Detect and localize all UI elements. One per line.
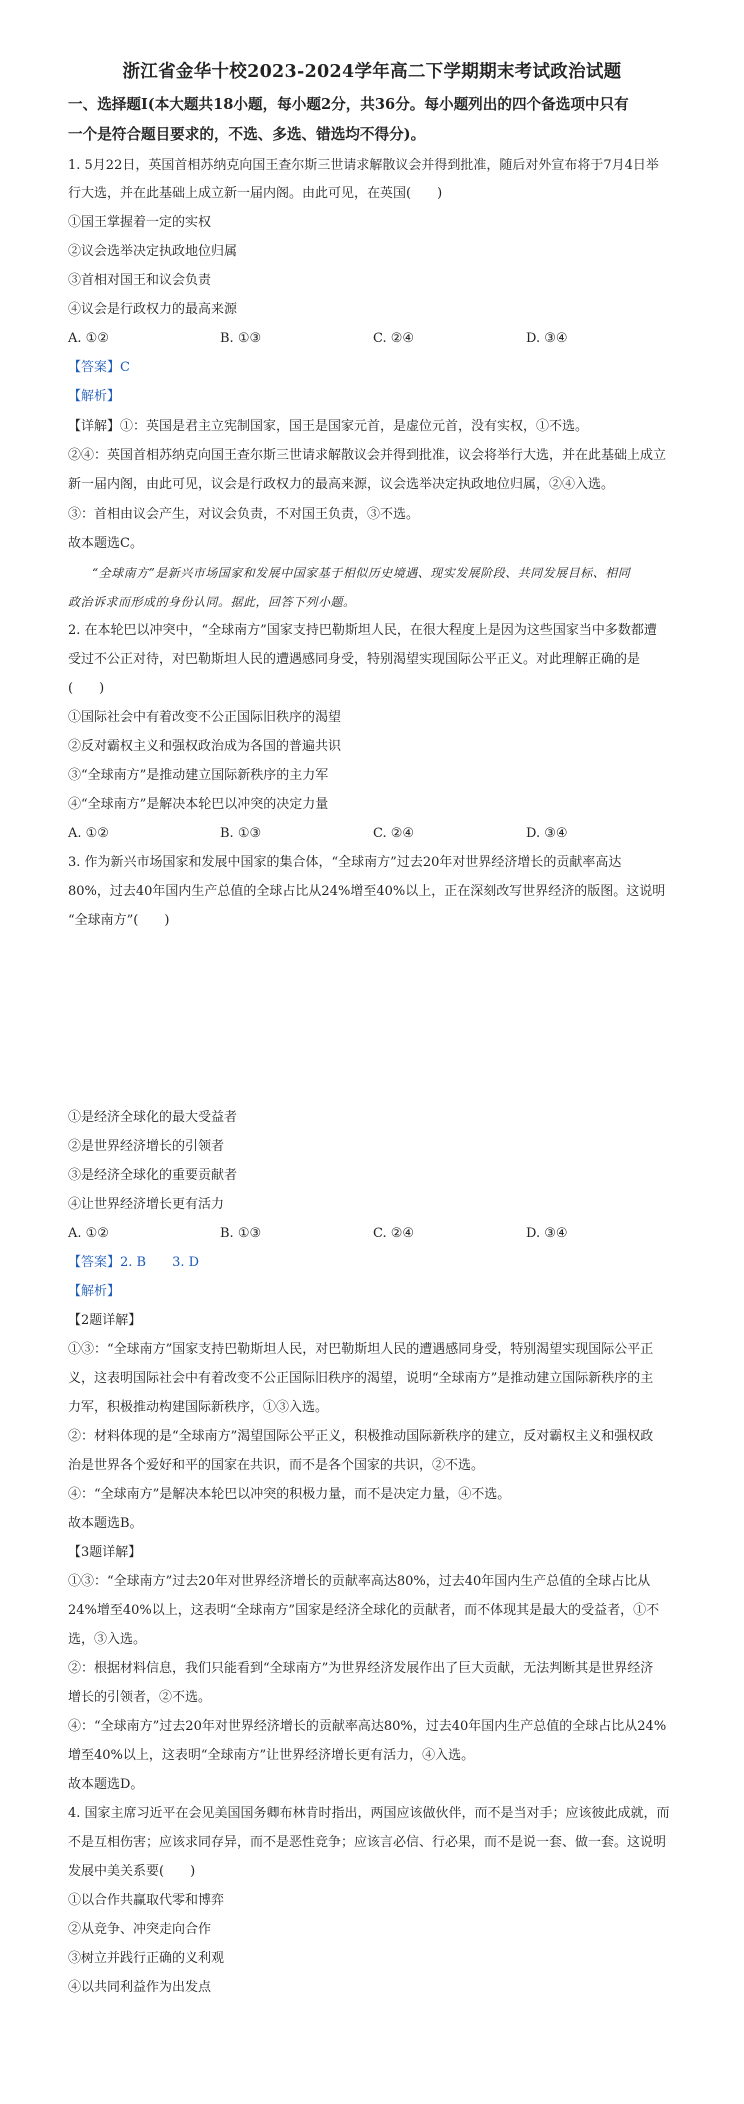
q2-stem-line3: ( ) bbox=[68, 681, 105, 696]
q1-detail-line1: 【详解】①：英国是君主立宪制国家，国王是国家元首，是虚位元首，没有实权，①不选。 bbox=[68, 419, 589, 434]
section-heading-line1: 一、选择题Ⅰ(本大题共18小题，每小题2分，共36分。每小题列出的四个备选项中只有 bbox=[68, 96, 629, 113]
q3-option-b: B. ①③ bbox=[220, 1226, 262, 1241]
q3-detail-heading: 【3题详解】 bbox=[68, 1545, 142, 1560]
q2-option-d: D. ③④ bbox=[526, 826, 568, 841]
blank-space bbox=[68, 935, 676, 1105]
q2-detail-line2: 义，这表明国际社会中有着改变不公正国际旧秩序的渴望，说明“全球南方”是推动建立国际新秩序的主 bbox=[68, 1371, 654, 1386]
q2-detail-line6: ④：“全球南方”是解决本轮巴以冲突的积极力量，而不是决定力量，④不选。 bbox=[68, 1487, 511, 1502]
q1-option-d: D. ③④ bbox=[526, 331, 568, 346]
q3-conclusion: 故本题选D。 bbox=[68, 1777, 144, 1792]
q1-statement-4: ④议会是行政权力的最高来源 bbox=[68, 302, 238, 317]
q2-detail-line1: ①③：“全球南方”国家支持巴勒斯坦人民，对巴勒斯坦人民的遭遇感同身受，特别渴望实现国际公平正 bbox=[68, 1342, 654, 1357]
q2-option-a: A. ①② bbox=[68, 826, 109, 841]
q3-detail-line5: 增长的引领者，②不选。 bbox=[68, 1690, 212, 1705]
q3-detail-line7: 增至40%以上，这表明“全球南方”让世界经济增长更有活力，④入选。 bbox=[68, 1748, 475, 1763]
q1-answer: 【答案】C bbox=[68, 360, 130, 375]
q1-option-c: C. ②④ bbox=[373, 331, 415, 346]
q2-conclusion: 故本题选B。 bbox=[68, 1516, 143, 1531]
q2-statement-1: ①国际社会中有着改变不公正国际旧秩序的渴望 bbox=[68, 710, 342, 725]
q3-stem-line3: “全球南方”( ) bbox=[68, 913, 170, 928]
q1-conclusion: 故本题选C。 bbox=[68, 536, 143, 551]
q2-statement-4: ④“全球南方”是解决本轮巴以冲突的决定力量 bbox=[68, 797, 329, 812]
q2-detail-heading: 【2题详解】 bbox=[68, 1313, 142, 1328]
q1-detail-line2: ②④：英国首相苏纳克向国王查尔斯三世请求解散议会并得到批准，议会将举行大选，并在此基础上成立 bbox=[68, 448, 667, 463]
q2-detail-line4: ②：材料体现的是“全球南方”渴望国际公平正义，积极推动国际新秩序的建立，反对霸权主义和强权政 bbox=[68, 1429, 654, 1444]
q1-analysis-label: 【解析】 bbox=[68, 389, 121, 404]
q3-statement-3: ③是经济全球化的重要贡献者 bbox=[68, 1168, 238, 1183]
q4-statement-2: ②从竞争、冲突走向合作 bbox=[68, 1922, 212, 1937]
q3-option-c: C. ②④ bbox=[373, 1226, 415, 1241]
q4-statement-1: ①以合作共赢取代零和博弈 bbox=[68, 1893, 225, 1908]
q23-analysis-label: 【解析】 bbox=[68, 1284, 121, 1299]
q2-detail-line5: 治是世界各个爱好和平的国家在共识，而不是各个国家的共识，②不选。 bbox=[68, 1458, 485, 1473]
q1-detail-line3: 新一届内阁，由此可见，议会是行政权力的最高来源，议会选举决定执政地位归属，②④入选。 bbox=[68, 477, 615, 492]
q1-statement-3: ③首相对国王和议会负责 bbox=[68, 273, 212, 288]
q4-stem-line3: 发展中美关系要( ) bbox=[68, 1864, 196, 1879]
q3-statement-4: ④让世界经济增长更有活力 bbox=[68, 1197, 225, 1212]
q1-stem-line1: 1. 5月22日，英国首相苏纳克向国王查尔斯三世请求解散议会并得到批准，随后对外宣布将于7月4日举 bbox=[68, 158, 659, 173]
q23-answer: 【答案】2. B 3. D bbox=[68, 1255, 200, 1270]
q1-option-a: A. ①② bbox=[68, 331, 109, 346]
q1-option-b: B. ①③ bbox=[220, 331, 262, 346]
q2-statement-2: ②反对霸权主义和强权政治成为各国的普遍共识 bbox=[68, 739, 342, 754]
q3-statement-2: ②是世界经济增长的引领者 bbox=[68, 1139, 225, 1154]
q1-detail-line4: ③：首相由议会产生，对议会负责，不对国王负责，③不选。 bbox=[68, 507, 420, 522]
q1-statement-1: ①国王掌握着一定的实权 bbox=[68, 215, 212, 230]
q3-detail-line4: ②：根据材料信息，我们只能看到“全球南方”为世界经济发展作出了巨大贡献，无法判断其是世界经济 bbox=[68, 1661, 654, 1676]
q3-stem-line1: 3. 作为新兴市场国家和发展中国家的集合体，“全球南方”过去20年对世界经济增长的贡献率高达 bbox=[68, 855, 622, 870]
q3-detail-line2: 24%增至40%以上，这表明“全球南方”国家是经济全球化的贡献者，而不体现其是最大的受益者，①不 bbox=[68, 1603, 660, 1618]
page-title: 浙江省金华十校2023-2024学年高二下学期期末考试政治试题 bbox=[122, 62, 622, 82]
q3-detail-line3: 选，③入选。 bbox=[68, 1632, 147, 1647]
q2-option-c: C. ②④ bbox=[373, 826, 415, 841]
q2-detail-line3: 力军，积极推动构建国际新秩序，①③入选。 bbox=[68, 1400, 329, 1415]
q1-statement-2: ②议会选举决定执政地位归属 bbox=[68, 244, 238, 259]
q2-option-b: B. ①③ bbox=[220, 826, 262, 841]
intro-line2: 政治诉求而形成的身份认同。据此，回答下列小题。 bbox=[68, 595, 356, 609]
q1-stem-line2: 行大选，并在此基础上成立新一届内阁。由此可见，在英国( ) bbox=[68, 186, 443, 201]
q3-option-a: A. ①② bbox=[68, 1226, 109, 1241]
q3-detail-line6: ④：“全球南方”过去20年对世界经济增长的贡献率高达80%，过去40年国内生产总值的全球占比从24% bbox=[68, 1719, 667, 1734]
q4-stem-line2: 不是互相伤害；应该求同存异，而不是恶性竞争；应该言必信、行必果，而不是说一套、做一套。这说明 bbox=[68, 1835, 667, 1850]
q2-stem-line2: 受过不公正对待，对巴勒斯坦人民的遭遇感同身受，特别渴望实现国际公平正义。对此理解正确的是 bbox=[68, 652, 641, 667]
q3-detail-line1: ①③：“全球南方”过去20年对世界经济增长的贡献率高达80%，过去40年国内生产总值的全球占比从 bbox=[68, 1574, 651, 1589]
q3-option-d: D. ③④ bbox=[526, 1226, 568, 1241]
section-heading-line2: 一个是符合题目要求的，不选、多选、错选均不得分)。 bbox=[68, 126, 426, 143]
q2-stem-line1: 2. 在本轮巴以冲突中，“全球南方”国家支持巴勒斯坦人民，在很大程度上是因为这些国家当中多数都遭 bbox=[68, 623, 657, 638]
q3-statement-1: ①是经济全球化的最大受益者 bbox=[68, 1110, 238, 1125]
q4-statement-3: ③树立并践行正确的义利观 bbox=[68, 1951, 225, 1966]
q4-statement-4: ④以共同利益作为出发点 bbox=[68, 1980, 212, 1995]
q3-stem-line2: 80%，过去40年国内生产总值的全球占比从24%增至40%以上，正在深刻改写世界经济的版图。这说明 bbox=[68, 884, 666, 899]
q2-statement-3: ③“全球南方”是推动建立国际新秩序的主力军 bbox=[68, 768, 329, 783]
q4-stem-line1: 4. 国家主席习近平在会见美国国务卿布林肯时指出，两国应该做伙伴，而不是当对手；应该彼此成就，而 bbox=[68, 1806, 670, 1821]
intro-line1: “全球南方”是新兴市场国家和发展中国家基于相似历史境遇、现实发展阶段、共同发展目标、相同 bbox=[92, 566, 631, 580]
